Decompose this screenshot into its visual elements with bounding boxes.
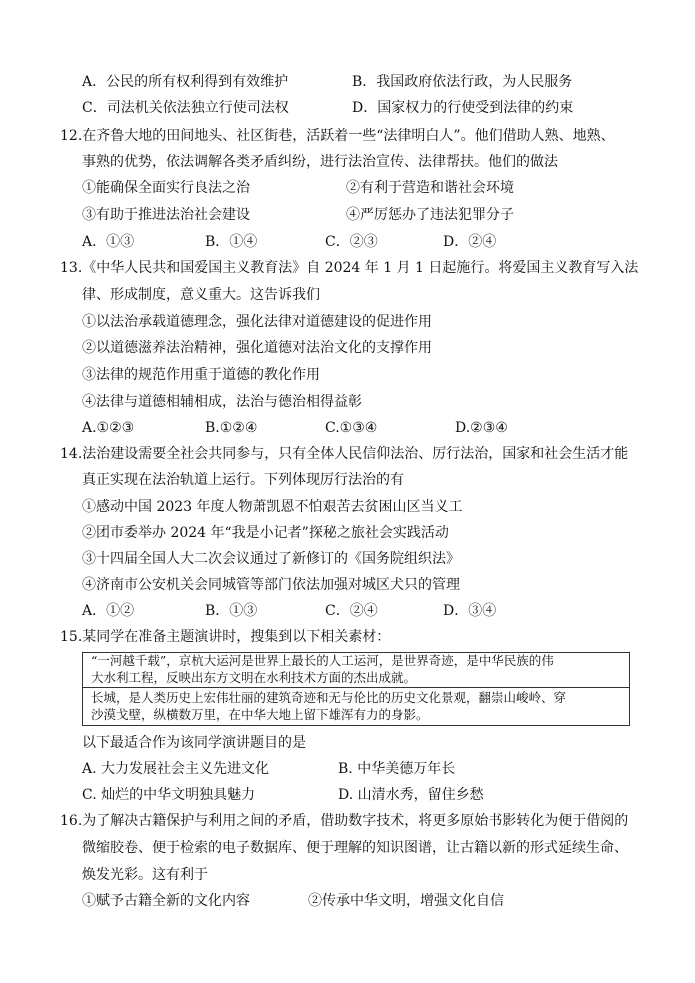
q14-item-4: ④济南市公安机关会同城管等部门依法加强对城区犬只的管理 (82, 577, 460, 593)
q13-stem-line-1: 13.《中华人民共和国爱国主义教育法》自 2024 年 1 月 1 日起施行。将爱国主义教育写入法 (60, 260, 639, 276)
q14-option-d: D．③④ (443, 603, 497, 619)
q15-option-d: D. 山清水秀，留住乡愁 (338, 787, 484, 803)
q14-stem-line-2: 真正实现在法治轨道上运行。下列体现厉行法治的有 (82, 472, 404, 488)
q16-stem-line-3: 焕发光彩。这有利于 (82, 867, 208, 883)
q12-item-3: ③有助于推进法治社会建设 (82, 207, 250, 223)
q14-item-2: ②团市委举办 2024 年“我是小记者”探秘之旅社会实践活动 (82, 525, 449, 541)
q15-material-divider (83, 687, 629, 688)
q14-item-1: ①感动中国 2023 年度人物萧凯恩不怕艰苦去贫困山区当义工 (82, 499, 463, 515)
q14-option-a: A．①② (82, 603, 135, 619)
q16-item-1: ①赋予古籍全新的文化内容 (82, 893, 250, 909)
q14-item-3: ③十四届全国人大二次会议通过了新修订的《国务院组织法》 (82, 551, 460, 567)
q13-item-1: ①以法治承载道德理念，强化法律对道德建设的促进作用 (82, 314, 432, 330)
q12-item-2: ②有利于营造和谐社会环境 (346, 180, 514, 196)
q12-option-a: A．①③ (82, 234, 135, 250)
q12-item-4: ④严厉惩办了违法犯罪分子 (346, 207, 514, 223)
q15-question: 以下最适合作为该同学演讲题目的是 (82, 735, 306, 751)
q13-item-2: ②以道德滋养法治精神，强化道德对法治文化的支撑作用 (82, 340, 432, 356)
q13-stem-line-2: 律、形成制度，意义重大。这告诉我们 (82, 287, 320, 303)
q13-option-a: A.①②③ (82, 420, 135, 436)
q12-option-b: B．①④ (205, 234, 258, 250)
q12-option-c: C．②③ (325, 234, 378, 250)
q16-item-2: ②传承中华文明，增强文化自信 (308, 893, 504, 909)
q15-material-2-line-2: 沙漠戈壁，纵横数万里，在中华大地上留下雄浑有力的身影。 (91, 707, 429, 722)
q14-option-c: C．②④ (325, 603, 378, 619)
q14-stem-line-1: 14.法治建设需要全社会共同参与，只有全体人民信仰法治、厉行法治，国家和社会生活才能 (60, 446, 629, 462)
q11-option-d: D．国家权力的行使受到法律的约束 (352, 100, 574, 116)
q12-stem-line-1: 12.在齐鲁大地的田间地头、社区街巷，活跃着一些“法律明白人”。他们借助人熟、地熟、 (60, 128, 615, 144)
q15-material-1-line-1: “一河越千载”，京杭大运河是世界上最长的人工运河，是世界奇迹，是中华民族的伟 (91, 653, 554, 668)
q13-option-d: D.②③④ (455, 420, 508, 436)
q15-option-b: B. 中华美德万年长 (338, 761, 456, 777)
q16-stem-line-1: 16.为了解决古籍保护与利用之间的矛盾，借助数字技术，将更多原始书影转化为便于借阅的 (60, 813, 629, 829)
q16-stem-line-2: 微缩胶卷、便于检索的电子数据库、便于理解的知识图谱，让古籍以新的形式延续生命、 (82, 840, 628, 856)
q12-option-d: D．②④ (443, 234, 497, 250)
q15-option-a: A. 大力发展社会主义先进文化 (82, 761, 270, 777)
q14-option-b: B．①③ (205, 603, 258, 619)
q11-option-a: A．公民的所有权利得到有效维护 (82, 74, 289, 90)
q13-option-b: B.①②④ (205, 420, 258, 436)
q15-material-box (82, 652, 630, 726)
q11-option-b: B．我国政府依法行政，为人民服务 (352, 74, 573, 90)
q12-item-1: ①能确保全面实行良法之治 (82, 180, 250, 196)
q13-option-c: C.①③④ (325, 420, 378, 436)
q15-option-c: C. 灿烂的中华文明独具魅力 (82, 787, 256, 803)
q11-option-c: C．司法机关依法独立行使司法权 (82, 100, 289, 116)
q13-item-4: ④法律与道德相辅相成，法治与德治相得益彰 (82, 394, 362, 410)
q15-material-2-line-1: 长城，是人类历史上宏伟壮丽的建筑奇迹和无与伦比的历史文化景观，翻崇山峻岭、穿 (91, 690, 567, 705)
q13-item-3: ③法律的规范作用重于道德的教化作用 (82, 367, 320, 383)
q15-stem: 15.某同学在准备主题演讲时，搜集到以下相关素材： (60, 629, 391, 645)
q15-material-1-line-2: 大水利工程，反映出东方文明在水利技术方面的杰出成就。 (91, 670, 417, 685)
q12-stem-line-2: 事熟的优势，依法调解各类矛盾纠纷，进行法治宣传、法律帮扶。他们的做法 (82, 154, 558, 170)
